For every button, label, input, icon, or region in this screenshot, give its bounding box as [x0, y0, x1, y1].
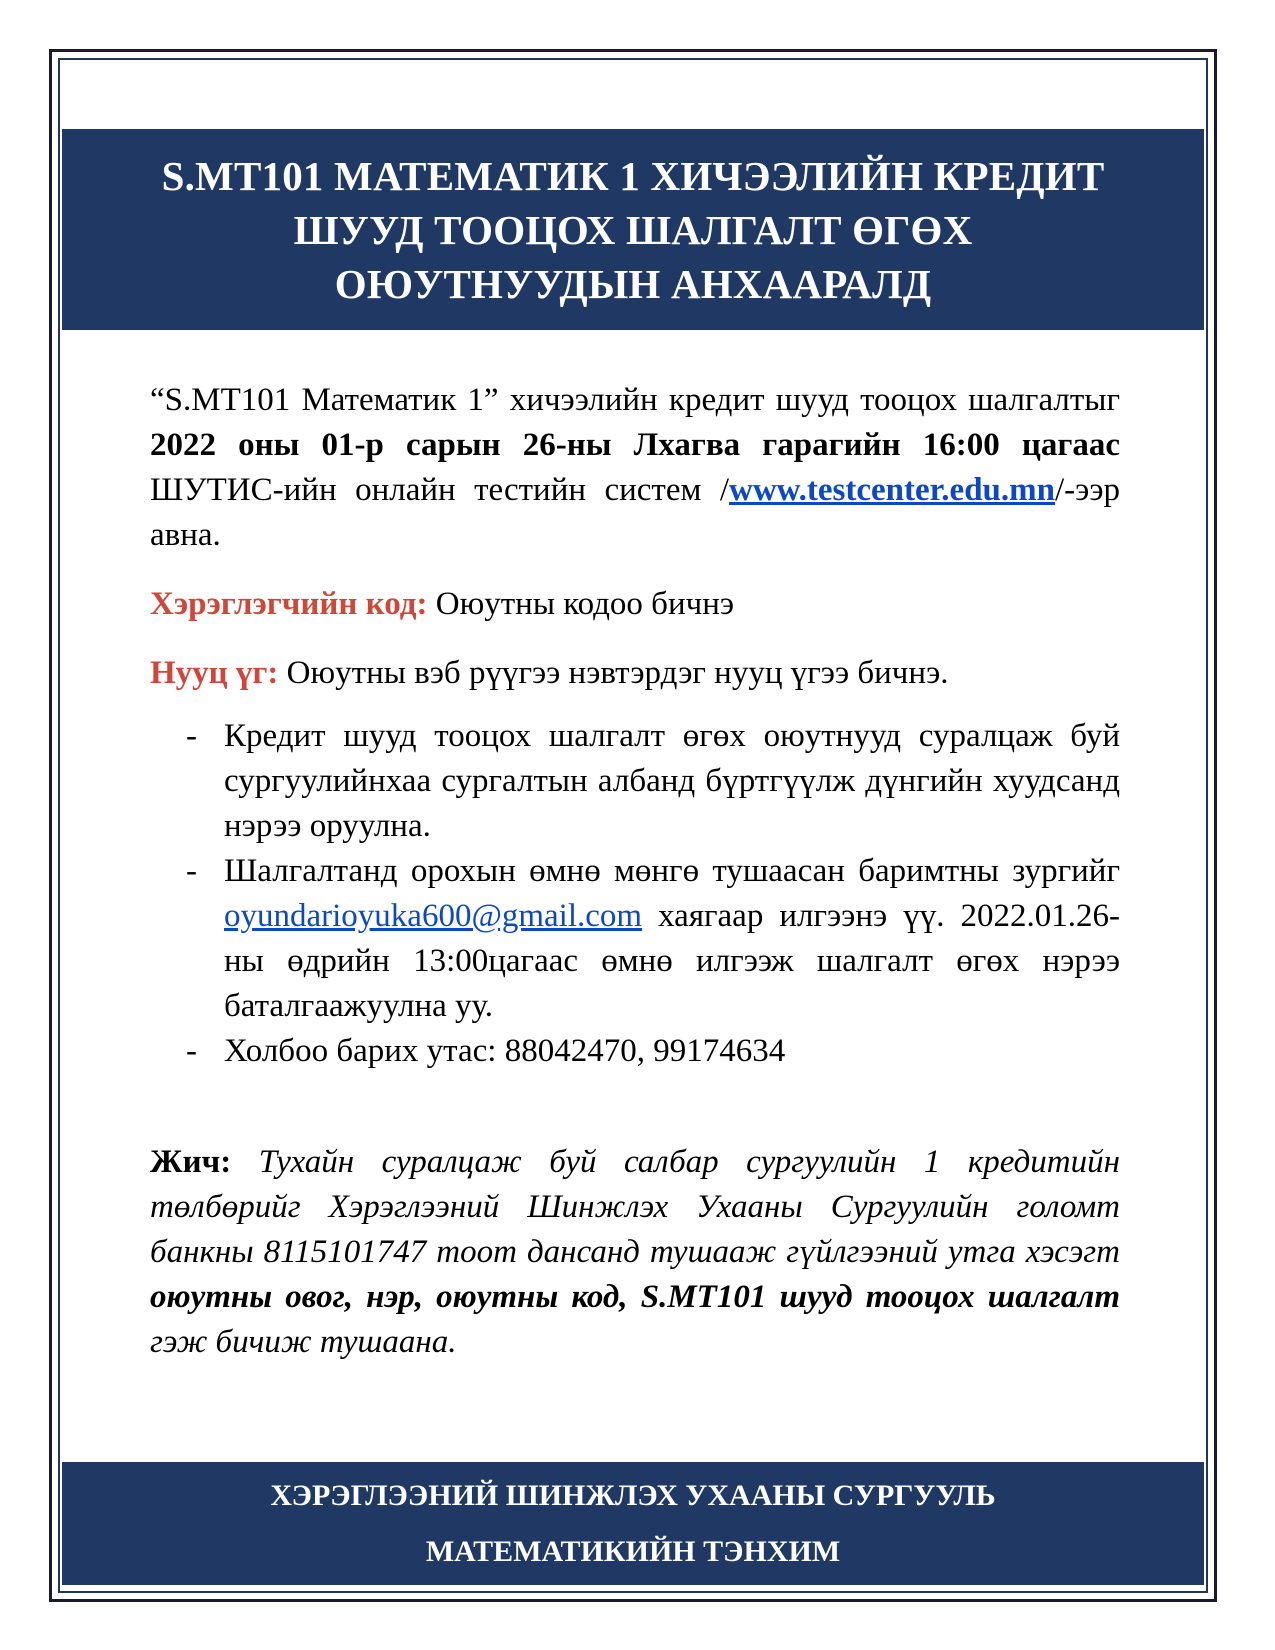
- bullet-dash: -: [186, 853, 197, 889]
- intro-paragraph: [150, 378, 1120, 558]
- bullet-dash: -: [186, 1033, 197, 1069]
- note-text-1: Тухайн суралцаж буй салбар сургуулийн 1 кредитийн төлбөрийг Хэрэглээний Шинжлэх Ухааны Сургуулийн голомт банкны 8115101747 тоот дансанд тушааж гүйлгээний утга хэсэгт: [150, 1144, 1120, 1270]
- list-item-text: хаягаар илгээнэ үү. 2022.01.26-ны өдрийн 13:00цагаас өмнө илгээж шалгалт өгөх нэрээ баталгаажуулна уу.: [224, 898, 1120, 1024]
- instruction-list: [150, 714, 1120, 1074]
- note-text-2: гэж бичиж тушаана.: [150, 1324, 457, 1360]
- footer-school-name: ХЭРЭГЛЭЭНИЙ ШИНЖЛЭХ УХААНЫ СУРГУУЛЬ: [270, 1478, 996, 1512]
- user-code-line: [150, 582, 1120, 627]
- footer-department-name: МАТЕМАТИКИЙН ТЭНХИМ: [425, 1534, 841, 1568]
- intro-text-1: “S.MT101 Математик 1” хичээлийн кредит шууд тооцох шалгалтыг: [150, 382, 1120, 418]
- password-line: [150, 651, 1120, 696]
- user-code-value: Оюутны кодоо бичнэ: [427, 586, 735, 622]
- header-banner: [62, 129, 1204, 330]
- list-item: [150, 1029, 1120, 1074]
- user-code-label: Хэрэглэгчийн код:: [150, 586, 428, 622]
- note-payment-reference: оюутны овог, нэр, оюутны код, S.MT101 шууд тооцох шалгалт: [150, 1279, 1120, 1315]
- password-label: Нууц үг:: [150, 655, 279, 691]
- list-item: [150, 714, 1120, 849]
- list-item: [150, 849, 1120, 1029]
- note-paragraph: [150, 1140, 1120, 1365]
- password-value: Оюутны вэб рүүгээ нэвтэрдэг нууц үгээ бичнэ.: [278, 655, 949, 691]
- intro-text-3: /-ээр авна.: [150, 472, 1120, 553]
- email-link[interactable]: oyundarioyuka600@gmail.com: [224, 898, 643, 934]
- main-content: [150, 378, 1120, 1398]
- footer-banner: [62, 1462, 1204, 1585]
- list-item-text: Кредит шууд тооцох шалгалт өгөх оюутнууд суралцаж буй сургуулийнхаа сургалтын албанд бүртгүүлж дүнгийн хуудсанд нэрээ оруулна.: [224, 718, 1120, 844]
- contact-phone-text: Холбоо барих утас: 88042470, 99174634: [224, 1033, 786, 1069]
- intro-text-2: ШУТИС-ийн онлайн тестийн систем /: [150, 472, 729, 508]
- page-title: S.MT101 МАТЕМАТИК 1 ХИЧЭЭЛИЙН КРЕДИТ ШУУД ТООЦОХ ШАЛГАЛТ ӨГӨХ ОЮУТНУУДЫН АНХААРАЛД: [161, 152, 1105, 307]
- exam-date-time: 2022 оны 01-р сарын 26-ны Лхагва гарагийн 16:00 цагаас: [150, 427, 1120, 463]
- testcenter-link[interactable]: www.testcenter.edu.mn: [729, 472, 1055, 508]
- note-label: Жич:: [150, 1144, 232, 1180]
- bullet-dash: -: [186, 718, 197, 754]
- list-item-text: Шалгалтанд орохын өмнө мөнгө тушаасан баримтны зургийг: [224, 853, 1120, 889]
